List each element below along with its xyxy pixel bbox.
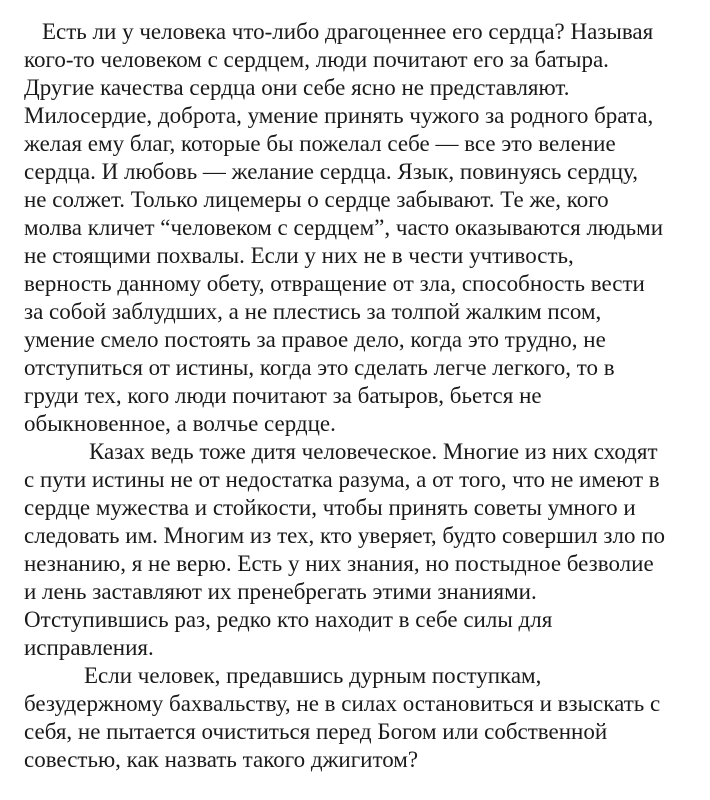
paragraph-heart: Есть ли у человека что-либо драгоценнее его сердца? Называя кого-то человеком с сердцем, люди почитают его за батыра. Другие качества сердца они себе ясно не представляют. Милосердие, доброта, умение принять чужого за родного брата, желая ему благ, которые бы пожелал себе — все это веление сердца. И любовь — желание сердца. Язык, повинуясь сердцу, не солжет. Только лицемеры о сердце забывают. Те же, кого молва кличет “человеком с сердцем”, часто оказываются людьми не стоящими похвалы. Если у них не в чести учтивость, верность данному обету, отвращение от зла, способность вести за собой заблудших, а не плестись за толпой жалким псом, умение смело постоять за правое дело, когда это трудно, не отступиться от истины, когда это сделать легче легкого, то в груди тех, кого люди почитают за батыров, бьется не обыкновенное, а волчье сердце. [24,19,664,436]
paragraph-kazakh: Казах ведь тоже дитя человеческое. Многие из них сходят с пути истины не от недостатка разума, а от того, что не имеют в сердце мужества и стойкости, чтобы принять советы умного и следовать им. Многим из тех, кто уверяет, будто совершил зло по незнанию, я не верю. Есть у них знания, но постыдное безволие и лень заставляют их пренебрегать этими знаниями. Отступившись раз, редко кто находит в себе силы для исправления. [24,439,666,660]
paragraph-jigit: Если человек, предавшись дурным поступкам, безудержному бахвальству, не в силах остановиться и взыскать с себя, не пытается очиститься перед Богом или собственной совестью, как назвать такого джигитом? [24,663,661,772]
